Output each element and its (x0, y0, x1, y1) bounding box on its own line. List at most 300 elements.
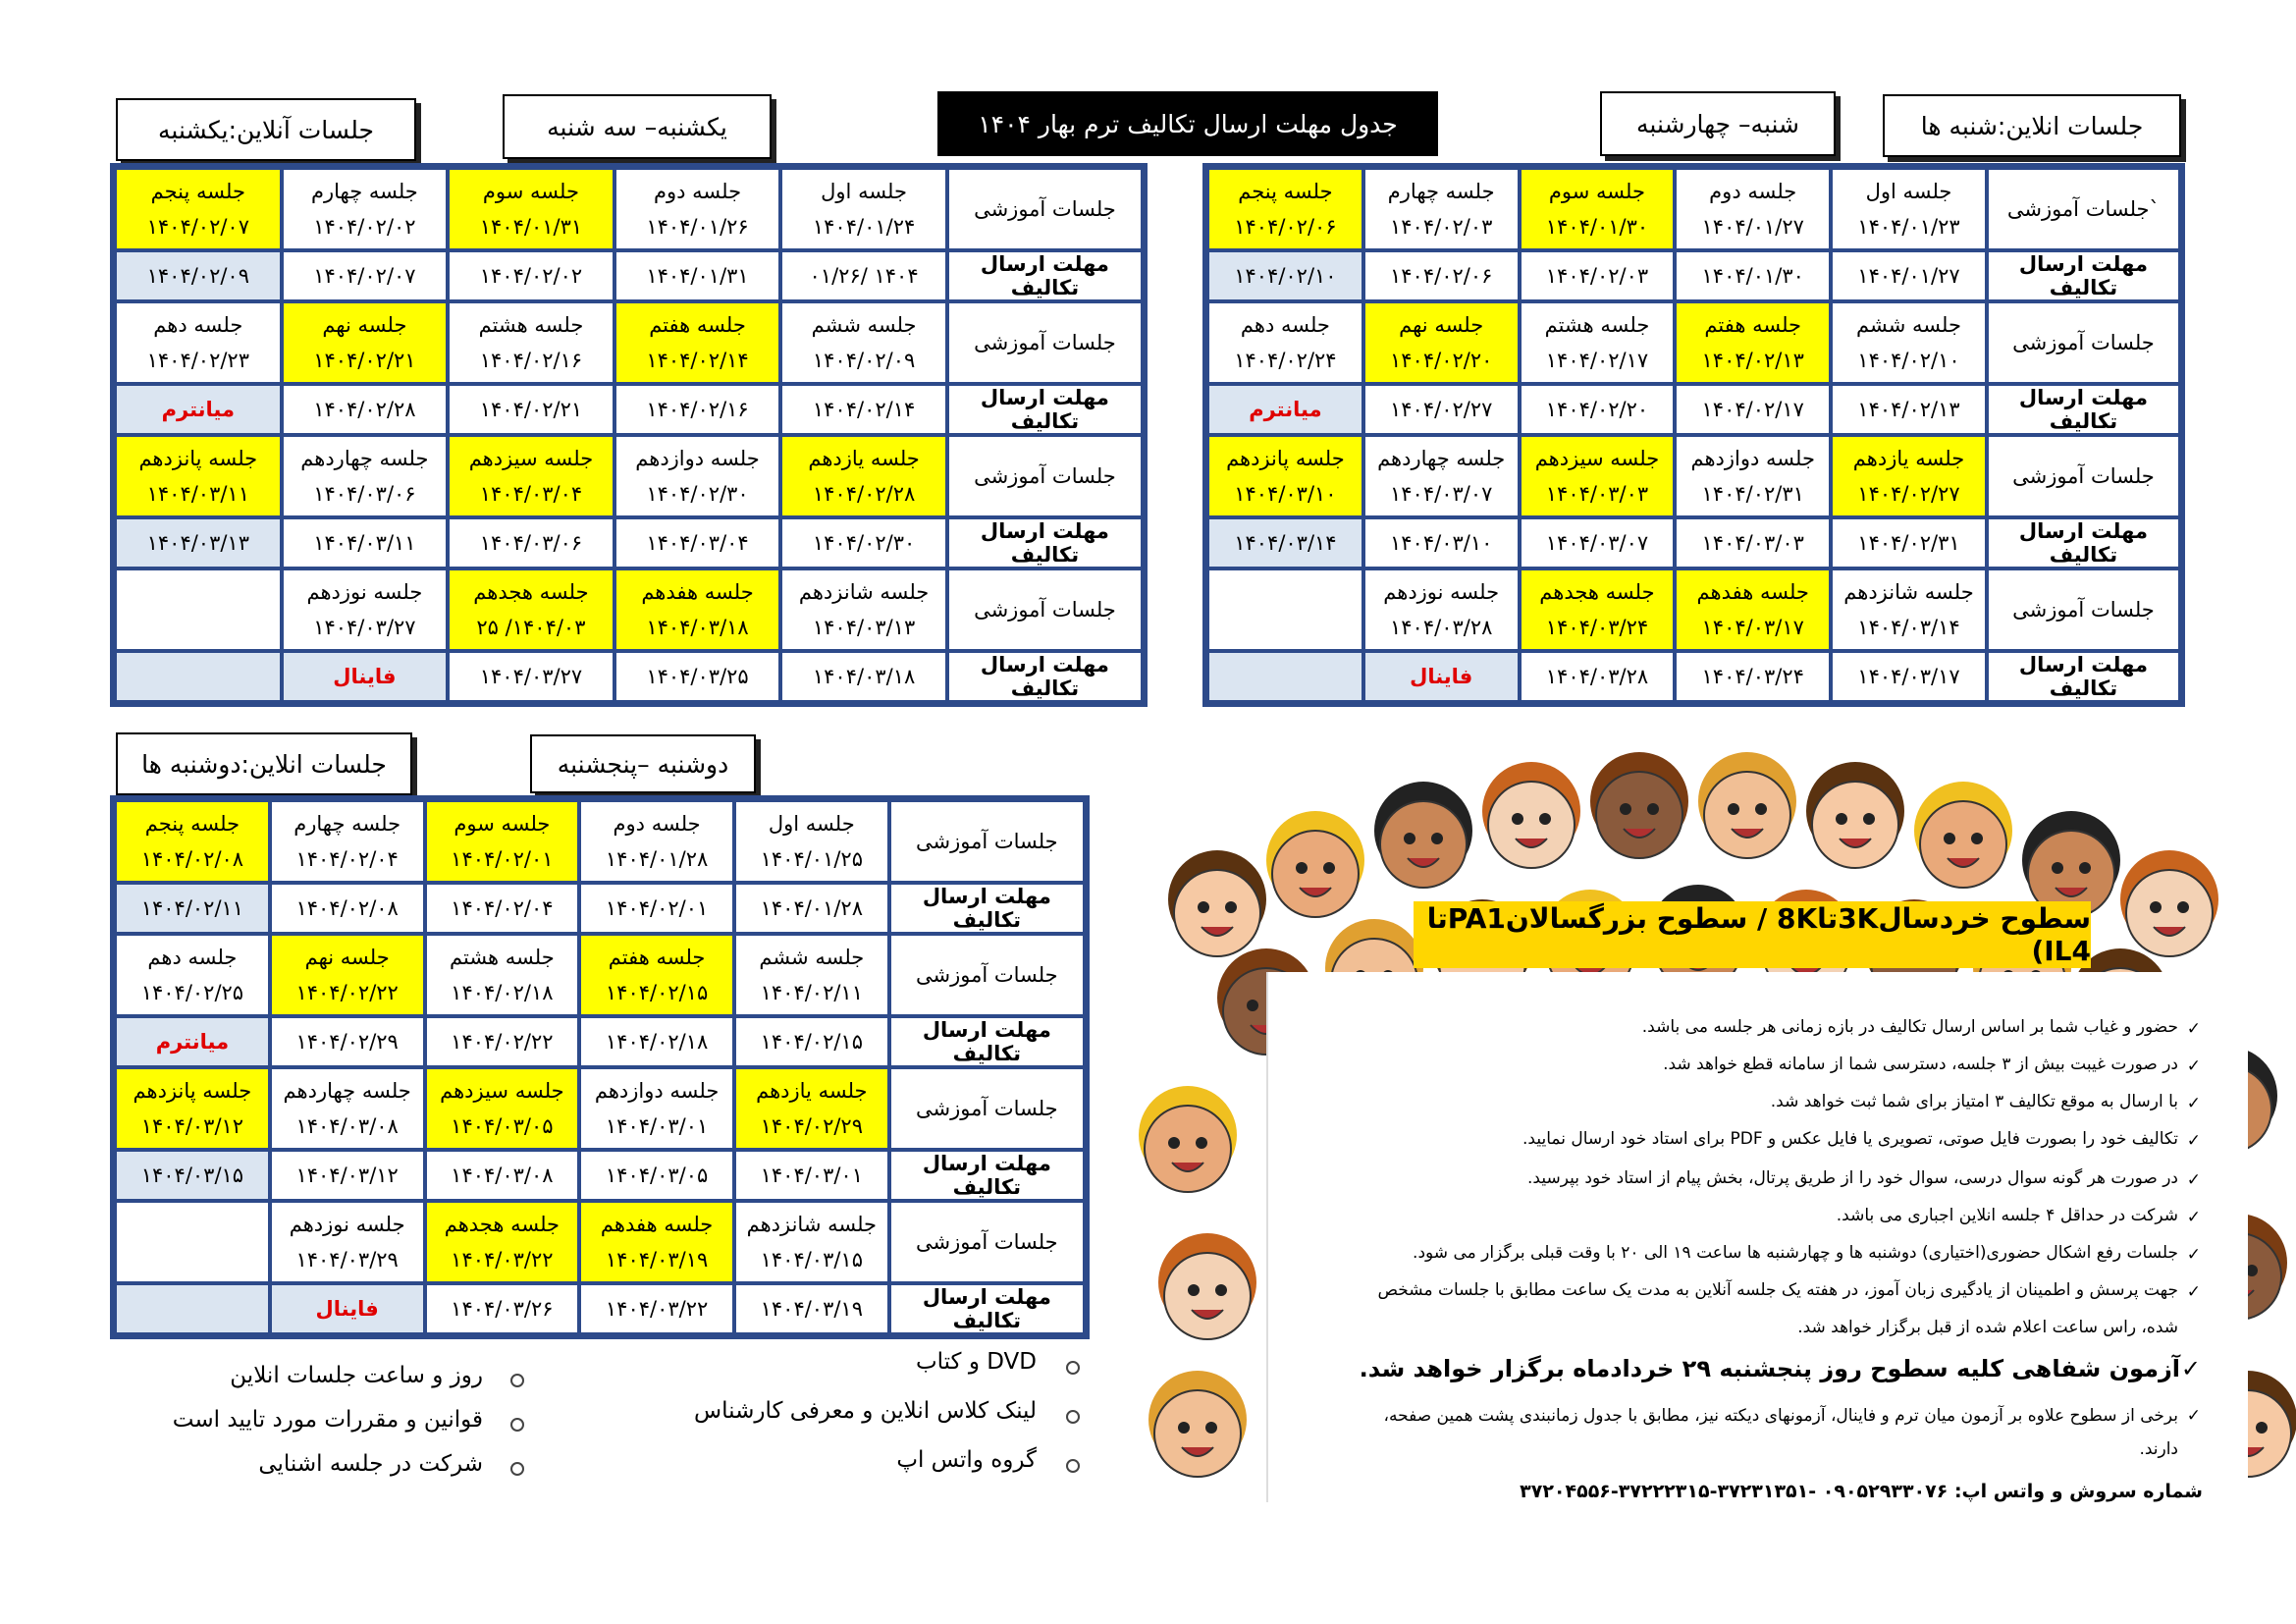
deadline-row-label: مهلت ارسال تکالیف (889, 883, 1085, 934)
deadline-cell: ۱۴۰۴/۰۳/۲۶ (425, 1283, 580, 1334)
session-name: جلسه ششم (1856, 313, 1961, 337)
session-cell (780, 568, 947, 651)
check-icon: ✓ (2186, 1094, 2201, 1113)
online-day-box-bottom (116, 732, 412, 795)
deadline-row-label: مهلت ارسال تکالیف (889, 1016, 1085, 1067)
session-date: ۱۴۰۴/۰۳/۱۸ (646, 616, 749, 639)
deadline-row-label: مهلت ارسال تکالیف (947, 384, 1143, 435)
kid-eye (2177, 901, 2189, 913)
session-cell (282, 168, 449, 250)
page-title-text: جدول مهلت ارسال تکالیف ترم بهار ۱۴۰۴ (978, 109, 1398, 138)
session-cell (1363, 435, 1520, 517)
session-cell (1207, 301, 1363, 384)
session-cell (425, 800, 580, 883)
deadline-cell: ۱۴۰۴/۰۳/۰۶ (448, 517, 614, 568)
session-row-label: جلسات آموزشی (1987, 301, 2180, 384)
session-cell (614, 168, 781, 250)
kid-face (1920, 801, 2006, 888)
deadline-cell: ۱۴۰۴/۰۲/۱۶ (614, 384, 781, 435)
deadline-cell: ۱۴۰۴/۰۲/۰۳ (1520, 250, 1676, 301)
check-icon: ✓ (2186, 1056, 2201, 1076)
session-name: جلسه دوم (653, 180, 742, 203)
session-name: جلسه یازدهم (1852, 447, 1965, 470)
days-box-right (1600, 91, 1836, 156)
deadline-cell: ۱۴۰۴/۰۲/۳۱ (1831, 517, 1987, 568)
session-row-label: جلسات آموزشی (889, 1067, 1085, 1150)
bullet-circle-icon (510, 1418, 524, 1432)
deadline-cell: ۱۴۰۴/۰۳/۱۵ (115, 1150, 270, 1201)
deadline-cell: ۱۴۰۴/۰۳/۱۳ (115, 517, 282, 568)
session-name: جلسه نوزدهم (306, 580, 423, 604)
days-box-left (503, 94, 772, 159)
session-row (1207, 435, 2180, 517)
kid-eye (1755, 803, 1767, 815)
days-label: یکشنبه– سه شنبه (547, 112, 727, 141)
kid-eye (1863, 813, 1875, 825)
kid-eye (1198, 901, 1209, 913)
bullet-item: گروه واتس اپ (896, 1447, 1037, 1473)
session-name: جلسه پنجم (150, 180, 245, 203)
session-cell (1675, 168, 1831, 250)
session-cell (1675, 435, 1831, 517)
session-cell (1831, 568, 1987, 651)
session-cell (448, 301, 614, 384)
session-date: ۱۴۰۴/۰۱/۲۳ (1857, 215, 1960, 239)
session-cell (270, 934, 425, 1016)
session-row (115, 1067, 1085, 1150)
session-date: ۱۴۰۴/۰۳/۲۹ (295, 1248, 399, 1272)
kid-eye (1539, 813, 1551, 825)
kid-eye (1323, 862, 1335, 874)
session-name: جلسه دوم (613, 812, 701, 836)
session-cell (1831, 168, 1987, 250)
deadline-cell: ۱۴۰۴/۰۲/۱۸ (579, 1016, 734, 1067)
session-cell (270, 1201, 425, 1283)
session-name: جلسه دوازدهم (594, 1079, 720, 1103)
deadline-row (1207, 517, 2180, 568)
session-name: جلسه نوزدهم (1383, 580, 1500, 604)
deadline-cell: ۱۴۰۴/۰۲/۲۲ (425, 1016, 580, 1067)
check-icon: ✓ (2186, 1170, 2201, 1190)
bullet-circle-icon (510, 1462, 524, 1476)
session-cell (282, 435, 449, 517)
deadline-row (115, 1016, 1085, 1067)
deadline-row-label: مهلت ارسال تکالیف (1987, 651, 2180, 702)
deadline-cell: ۱۴۰۴/۰۳/۱۹ (734, 1283, 889, 1334)
deadline-cell: ۱۴۰۴/۰۳/۱۸ (780, 651, 947, 702)
check-icon: ✓ (2186, 1406, 2201, 1426)
deadline-row-label: مهلت ارسال تکالیف (947, 651, 1143, 702)
session-date: ۱۴۰۴/۰۲/۱۱ (760, 981, 863, 1004)
session-row-label: `جلسات آموزشی (1987, 168, 2180, 250)
online-day-box-left (116, 98, 416, 161)
kid-eye (1431, 833, 1443, 844)
session-date: ۱۴۰۴/۰۲/۰۶ (1234, 215, 1337, 239)
online-day-label: جلسات آنلاین:یکشنبه (158, 115, 374, 144)
deadline-cell: فاینال (1363, 651, 1520, 702)
session-cell (579, 800, 734, 883)
session-row (1207, 301, 2180, 384)
session-row-label: جلسات آموزشی (889, 1201, 1085, 1283)
deadline-cell: میانترم (1207, 384, 1363, 435)
session-cell (1520, 168, 1676, 250)
check-icon: ✓ (2186, 1245, 2201, 1265)
session-date: ۱۴۰۴/۰۲/۰۳ (1390, 215, 1493, 239)
session-date: ۱۴۰۴/۰۳/۲۴ (1545, 616, 1649, 639)
bullet-circle-icon (1066, 1361, 1080, 1375)
note-item: حضور و غیاب شما بر اساس ارسال تکالیف در بازه زمانی هر جلسه می باشد. (1641, 1017, 2178, 1037)
session-cell (425, 1067, 580, 1150)
session-name: جلسه نوزدهم (289, 1213, 405, 1236)
session-name: جلسه هشتم (450, 946, 555, 969)
note-item: شرکت در حداقل ۴ جلسه انلاین اجباری می باشد. (1836, 1206, 2178, 1225)
session-cell (734, 800, 889, 883)
session-cell (1363, 568, 1520, 651)
session-row (1207, 168, 2180, 250)
session-date: ۱۴۰۴/۰۳/۲۷ (313, 616, 416, 639)
session-name: جلسه سوم (482, 180, 579, 203)
deadline-row (1207, 384, 2180, 435)
session-cell (115, 800, 270, 883)
session-date: ۱۴۰۴/۰۳/۱۰ (1234, 482, 1337, 506)
deadline-cell: ۱۴۰۴/۰۲/۲۷ (1363, 384, 1520, 435)
session-cell (734, 1067, 889, 1150)
bullet-item: شرکت در جلسه اشنایی (258, 1451, 483, 1477)
note-item: جلسات رفع اشکال حضوری(اختیاری) دوشنبه ها و چهارشنبه ها ساعت ۱۹ الی ۲۰ با وقت قبلی برگزار می شود. (1413, 1243, 2178, 1263)
session-cell (1520, 435, 1676, 517)
kid-face (1812, 782, 1898, 868)
session-date: ۱۴۰۴/۰۱/۳۰ (1545, 215, 1649, 239)
session-row-label: جلسات آموزشی (947, 435, 1143, 517)
session-cell (115, 435, 282, 517)
session-cell (115, 168, 282, 250)
deadline-cell: ۱۴۰۴/۰۳/۰۸ (425, 1150, 580, 1201)
deadline-cell: ۱۴۰۴/۰۱/۲۷ (1831, 250, 1987, 301)
session-cell (734, 934, 889, 1016)
schedule-table-monday (110, 795, 1090, 1339)
deadline-cell: ۱۴۰۴/۰۱/۲۸ (734, 883, 889, 934)
session-row-label: جلسات آموزشی (889, 800, 1085, 883)
kid-eye (1296, 862, 1308, 874)
deadline-cell: ۱۴۰۴/۰۳/۲۷ (448, 651, 614, 702)
session-row (115, 301, 1143, 384)
session-date: ۱۴۰۴/۰۲/۰۲ (313, 215, 416, 239)
session-cell (780, 168, 947, 250)
bullet-item: قوانین و مقررات مورد تایید است (172, 1407, 483, 1433)
session-name: جلسه هجدهم (444, 1213, 561, 1236)
session-date: ۱۴۰۴/۰۲/۱۷ (1545, 349, 1649, 372)
session-date: ۱۴۰۴/۰۱/۲۴ (812, 215, 916, 239)
bullet-item: لینک کلاس انلاین و معرفی کارشناس (694, 1398, 1037, 1424)
note-item: در صورت هر گونه سوال درسی، سوال خود را از طریق پرتال، بخش پیام از استاد خود بپرسید. (1527, 1168, 2178, 1188)
kid-face (1154, 1390, 1241, 1477)
session-name: جلسه چهارم (294, 812, 401, 836)
session-row-label: جلسات آموزشی (1987, 568, 2180, 651)
session-name: جلسه سیزدهم (1534, 447, 1660, 470)
bullet-circle-icon (1066, 1459, 1080, 1473)
check-icon: ✓ (2186, 1131, 2201, 1151)
deadline-cell: ۱۴۰۴/۰۲/۲۸ (282, 384, 449, 435)
check-icon: ✓ (2186, 1282, 2201, 1302)
deadline-row (115, 883, 1085, 934)
session-cell (448, 168, 614, 250)
session-date: ۱۴۰۴/۰۳/۱۳ (812, 616, 916, 639)
kid-eye (2079, 862, 2091, 874)
session-cell (115, 1067, 270, 1150)
session-cell (614, 435, 781, 517)
session-cell (282, 568, 449, 651)
session-cell (115, 568, 282, 651)
session-name: جلسه چهارم (1387, 180, 1495, 203)
session-row-label: جلسات آموزشی (947, 168, 1143, 250)
kid-eye (1205, 1422, 1217, 1434)
session-name: جلسه چهاردهم (1377, 447, 1506, 470)
session-name: جلسه شانزدهم (746, 1213, 878, 1236)
session-name: جلسه هشتم (1544, 313, 1650, 337)
session-row-label: جلسات آموزشی (947, 568, 1143, 651)
deadline-cell: ۱۴۰۴/۰۳/۱۰ (1363, 517, 1520, 568)
deadline-cell: ۱۴۰۴/۰۳/۰۷ (1520, 517, 1676, 568)
contact-numbers: شماره سروش و واتس اپ: ۰۹۰۵۲۹۳۳۰۷۶ -۳۷۲۳۱۳۵۱-۳۷۲۲۲۳۱۵-۳۷۲۰۴۵۵۶ (1520, 1481, 2203, 1502)
note-item: در صورت غیبت بیش از ۳ جلسه، دسترسی شما از سامانه قطع خواهد شد. (1663, 1055, 2178, 1074)
session-name: جلسه یازدهم (808, 447, 920, 470)
session-date: ۱۴۰۴/۰۳/۰۶ (313, 482, 416, 506)
session-cell (579, 1067, 734, 1150)
deadline-cell: ۱۴۰۴/۰۲/۲۱ (448, 384, 614, 435)
session-name: جلسه چهاردهم (300, 447, 429, 470)
note-item: تکالیف خود را بصورت فایل صوتی، تصویری یا فایل عکس و PDF برای استاد خود ارسال نمایید. (1522, 1129, 2178, 1149)
session-cell (1207, 435, 1363, 517)
session-cell (1363, 301, 1520, 384)
session-date: ۱۴۰۴/۰۲/۱۳ (1701, 349, 1804, 372)
session-date: ۱۴۰۴/۰۲/۱۵ (605, 981, 709, 1004)
deadline-cell: میانترم (115, 384, 282, 435)
session-cell (614, 568, 781, 651)
session-name: جلسه سوم (1548, 180, 1645, 203)
session-date: ۱۴۰۴/۰۳/۰۵ (451, 1114, 554, 1138)
kid-eye (2052, 862, 2063, 874)
session-row (115, 1201, 1085, 1283)
deadline-row-label: مهلت ارسال تکالیف (889, 1150, 1085, 1201)
session-name: جلسه دوم (1709, 180, 1797, 203)
kid-face (2126, 870, 2213, 956)
check-icon: ✓ (2186, 1019, 2201, 1039)
session-name: جلسه پنجم (144, 812, 240, 836)
session-date: ۱۴۰۴/۰۲/۲۰ (1390, 349, 1493, 372)
deadline-cell: ۱۴۰۴/۰۳/۰۵ (579, 1150, 734, 1201)
session-date: ۱۴۰۴/۰۳/ ۲۵ (476, 616, 586, 639)
session-date: ۱۴۰۴/۰۲/۲۲ (295, 981, 399, 1004)
session-name: جلسه یازدهم (756, 1079, 868, 1103)
session-date: ۱۴۰۴/۰۲/۰۱ (451, 847, 554, 871)
session-row (115, 435, 1143, 517)
deadline-row (115, 1150, 1085, 1201)
session-date: ۱۴۰۴/۰۲/۱۰ (1857, 349, 1960, 372)
note-item: با ارسال به موقع تکالیف ۳ امتیاز برای شما ثبت خواهد شد. (1770, 1092, 2178, 1111)
session-row (115, 800, 1085, 883)
deadline-cell: ۱۴۰۴/۰۳/۱۲ (270, 1150, 425, 1201)
deadline-row-label: مهلت ارسال تکالیف (1987, 517, 2180, 568)
kid-eye (1512, 813, 1523, 825)
session-name: جلسه سیزدهم (468, 447, 594, 470)
deadline-row-label: مهلت ارسال تکالیف (947, 517, 1143, 568)
deadline-cell: ۱۴۰۴/۰۲/۱۰ (1207, 250, 1363, 301)
bullet-item: DVD و کتاب (915, 1349, 1037, 1375)
session-name: جلسه نهم (304, 946, 390, 969)
session-cell (780, 435, 947, 517)
deadline-cell: ۱۴۰۴/۰۲/۱۴ (780, 384, 947, 435)
deadline-cell: ۱۴۰۴/۰۱/۳۰ (1675, 250, 1831, 301)
session-date: ۱۴۰۴/۰۲/۳۱ (1701, 482, 1804, 506)
session-name: جلسه اول (821, 180, 907, 203)
session-name: جلسه هجدهم (1539, 580, 1655, 604)
session-name: جلسه سوم (454, 812, 551, 836)
session-row-label: جلسات آموزشی (1987, 435, 2180, 517)
session-name: جلسه چهاردهم (283, 1079, 411, 1103)
kid-eye (1196, 1137, 1207, 1149)
kid-face (1380, 801, 1467, 888)
session-date: ۱۴۰۴/۰۲/۲۸ (812, 482, 916, 506)
kid-face (1596, 772, 1682, 858)
kid-face (1704, 772, 1790, 858)
exam-note: آزمون شفاهی کلیه سطوح روز پنجشنبه ۲۹ خردادماه برگزار خواهد شد. (1359, 1355, 2180, 1382)
session-name: جلسه پنجم (1238, 180, 1333, 203)
session-cell (1207, 168, 1363, 250)
session-name: جلسه اول (1865, 180, 1952, 203)
session-date: ۱۴۰۴/۰۲/۲۷ (1857, 482, 1960, 506)
deadline-cell: ۱۴۰۴/۰۳/۱۴ (1207, 517, 1363, 568)
session-name: جلسه ششم (811, 313, 917, 337)
kid-eye (1728, 803, 1739, 815)
session-cell (1520, 568, 1676, 651)
deadline-row (115, 651, 1143, 702)
deadline-row-label: مهلت ارسال تکالیف (947, 250, 1143, 301)
session-date: ۱۴۰۴/۰۲/۱۸ (451, 981, 554, 1004)
kid-eye (1168, 1137, 1180, 1149)
deadline-cell: ۱۴۰۴/۰۲/۰۶ (1363, 250, 1520, 301)
session-name: جلسه پانزدهم (133, 1079, 252, 1103)
session-cell (734, 1201, 889, 1283)
session-row (115, 568, 1143, 651)
kid-eye (2150, 901, 2162, 913)
session-name: جلسه هفدهم (641, 580, 754, 604)
kid-eye (1225, 901, 1237, 913)
session-date: ۱۴۰۴/۰۳/۱۴ (1857, 616, 1960, 639)
session-name: جلسه نهم (1399, 313, 1484, 337)
bullet-item: روز و ساعت جلسات انلاین (230, 1363, 483, 1388)
session-cell (614, 301, 781, 384)
session-name: جلسه پانزدهم (1226, 447, 1345, 470)
session-cell (1831, 301, 1987, 384)
session-row (115, 934, 1085, 1016)
bullet-circle-icon (1066, 1410, 1080, 1424)
session-cell (270, 1067, 425, 1150)
deadline-cell: ۱۴۰۴/۰۲/۰۸ (270, 883, 425, 934)
session-date: ۱۴۰۴/۰۱/۲۷ (1701, 215, 1804, 239)
deadline-row (115, 384, 1143, 435)
session-name: جلسه هفتم (649, 313, 746, 337)
deadline-cell: ۱۴۰۴/۰۲/۱۵ (734, 1016, 889, 1067)
session-cell (1831, 435, 1987, 517)
deadline-cell: ۱۴۰۴/۰۳/۰۴ (614, 517, 781, 568)
session-date: ۱۴۰۴/۰۳/۱۲ (140, 1114, 244, 1138)
session-cell (115, 1201, 270, 1283)
session-name: جلسه هفتم (608, 946, 706, 969)
kid-eye (1971, 833, 1983, 844)
session-date: ۱۴۰۴/۰۱/۲۵ (760, 847, 863, 871)
deadline-row (115, 250, 1143, 301)
session-name: جلسه شانزدهم (1843, 580, 1974, 604)
session-date: ۱۴۰۴/۰۲/۲۳ (146, 349, 249, 372)
session-cell (282, 301, 449, 384)
session-date: ۱۴۰۴/۰۱/۲۸ (605, 847, 709, 871)
session-date: ۱۴۰۴/۰۳/۰۱ (605, 1114, 709, 1138)
deadline-cell (115, 1283, 270, 1334)
note-item-continued: شده، راس ساعت اعلام شده از قبل برگزار خواهد شد. (1797, 1318, 2178, 1337)
levels-banner-text: سطوح خردسال3Kتا8K / سطوح بزرگسالانPA1تا IL4) (1426, 902, 2091, 967)
extra-note: برخی از سطوح علاوه بر آزمون میان ترم و فاینال، آزمونهای دیکته نیز، مطابق با جدول زمانبندی پشت همین صفحه، (1383, 1406, 2178, 1426)
session-name: جلسه ششم (759, 946, 865, 969)
deadline-cell: فاینال (282, 651, 449, 702)
session-name: جلسه سیزدهم (440, 1079, 564, 1103)
session-date: ۱۴۰۴/۰۳/۰۳ (1545, 482, 1649, 506)
deadline-cell: ۱۴۰۴/۰۳/۰۳ (1675, 517, 1831, 568)
session-name: جلسه هشتم (478, 313, 584, 337)
deadline-row (115, 517, 1143, 568)
page-title (937, 91, 1438, 156)
deadline-cell (115, 651, 282, 702)
session-date: ۱۴۰۴/۰۱/۳۱ (479, 215, 583, 239)
kid-eye (2256, 1422, 2268, 1434)
session-cell (115, 301, 282, 384)
deadline-cell: ۱۴۰۴/۰۳/۱۱ (282, 517, 449, 568)
session-date: ۱۴۰۴/۰۲/۱۶ (479, 349, 583, 372)
deadline-cell: ۱۴۰۴/۰۳/۰۱ (734, 1150, 889, 1201)
session-name: جلسه هفتم (1704, 313, 1802, 337)
session-date: ۱۴۰۴/۰۳/۱۵ (760, 1248, 863, 1272)
days-box-bottom (530, 734, 756, 793)
session-date: ۱۴۰۴/۰۳/۲۲ (451, 1248, 554, 1272)
kid-eye (1178, 1422, 1190, 1434)
session-date: ۱۴۰۴/۰۲/۰۴ (295, 847, 399, 871)
days-label: شنبه– چهارشنبه (1636, 109, 1799, 138)
deadline-cell: ۱۴۰۴/۰۱/۳۱ (614, 250, 781, 301)
session-date: ۱۴۰۴/۰۲/۲۹ (760, 1114, 863, 1138)
deadline-cell: ۱۴۰۴/۰۲/۱۷ (1675, 384, 1831, 435)
deadline-cell: ۱۴۰۴/۰۲/۰۲ (448, 250, 614, 301)
session-cell (1675, 568, 1831, 651)
kid-face (1174, 870, 1260, 956)
check-icon: ✓ (2180, 1355, 2201, 1382)
check-icon: ✓ (2186, 1208, 2201, 1227)
session-date: ۱۴۰۴/۰۲/۲۱ (313, 349, 416, 372)
bullet-circle-icon (510, 1374, 524, 1387)
session-name: جلسه دهم (1240, 313, 1330, 337)
kid-eye (1404, 833, 1415, 844)
deadline-cell: ۱۴۰۴/۰۲/۰۴ (425, 883, 580, 934)
session-cell (1520, 301, 1676, 384)
deadline-row-label: مهلت ارسال تکالیف (1987, 384, 2180, 435)
deadline-cell: ۱۴۰۴/۰۳/۲۲ (579, 1283, 734, 1334)
kid-face (1272, 831, 1359, 917)
session-cell (1675, 301, 1831, 384)
deadline-row-label: مهلت ارسال تکالیف (889, 1283, 1085, 1334)
session-date: ۱۴۰۴/۰۲/۰۸ (140, 847, 244, 871)
session-name: جلسه دوازدهم (635, 447, 760, 470)
online-day-label: جلسات انلاین:شنبه ها (1920, 111, 2144, 140)
session-date: ۱۴۰۴/۰۳/۰۸ (295, 1114, 399, 1138)
session-cell (425, 934, 580, 1016)
